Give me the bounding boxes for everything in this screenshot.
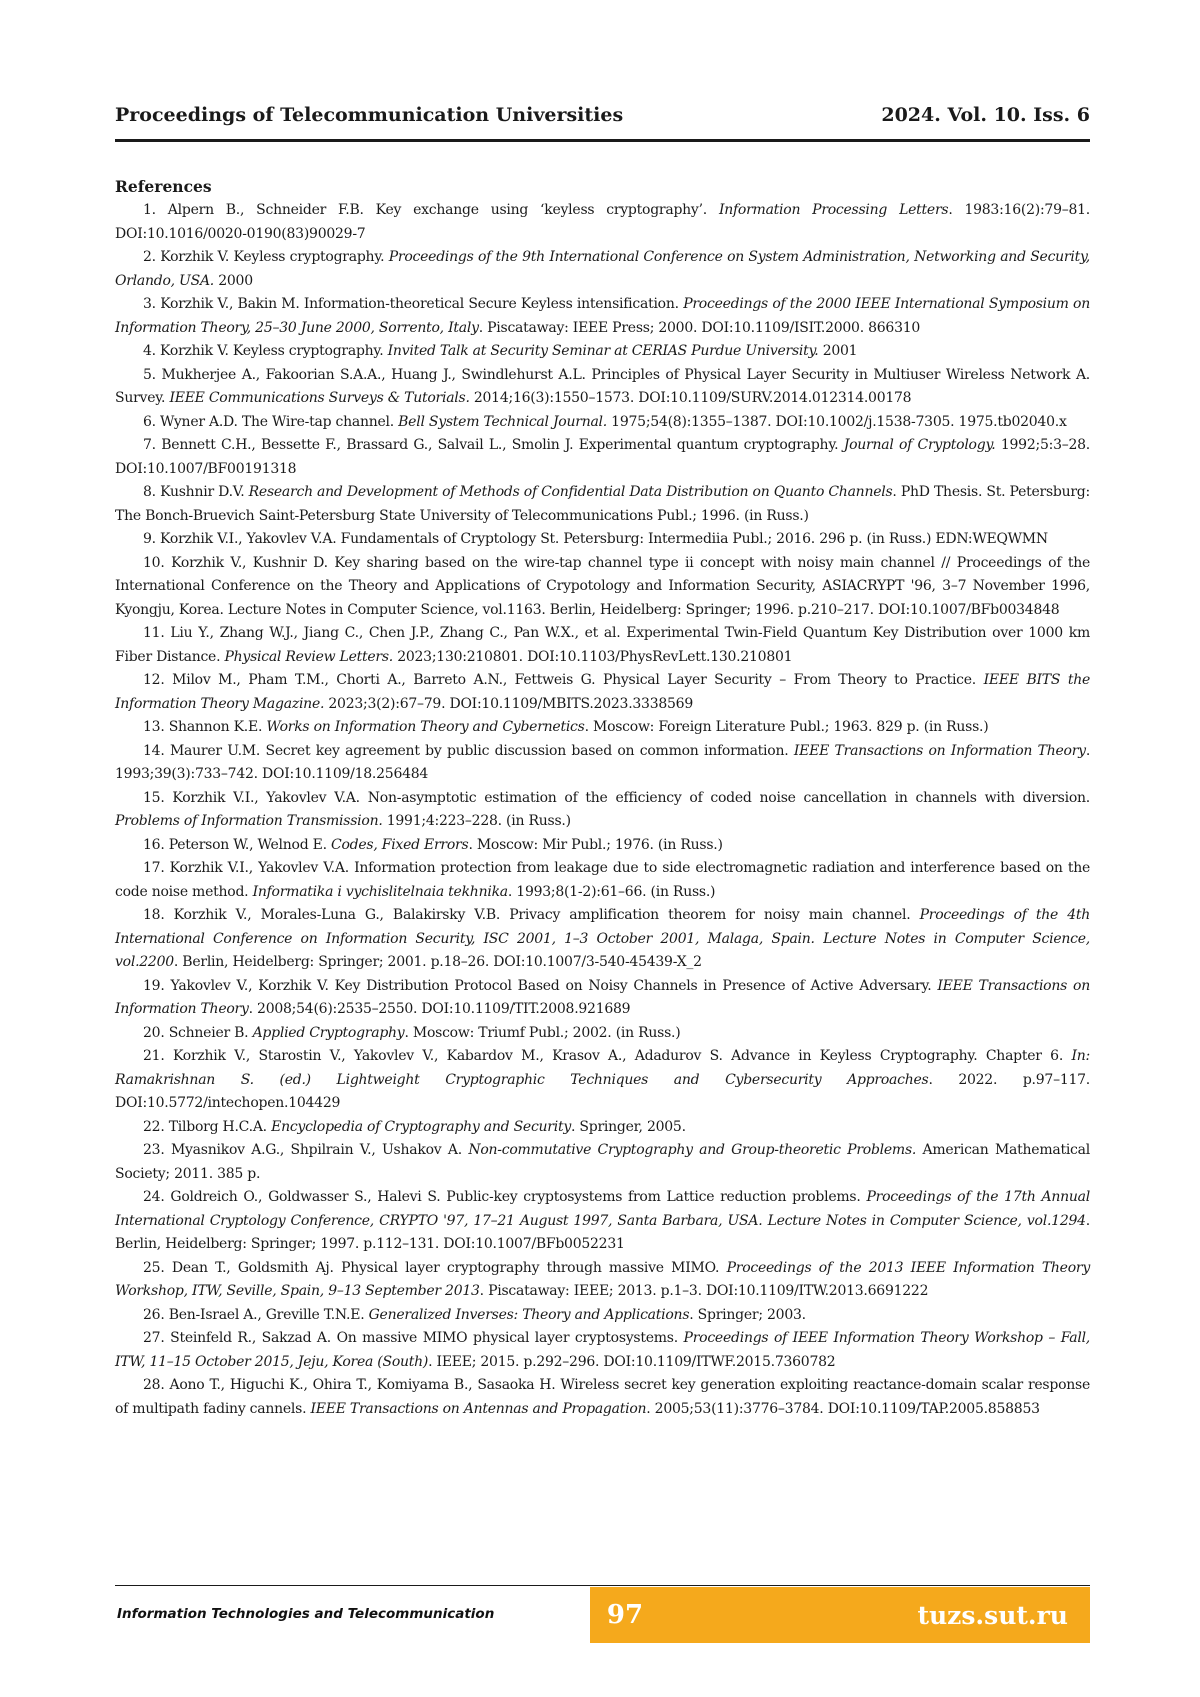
reference-text: 10. Korzhik V., Kushnir D. Key sharing based on the wire-tap channel type ii concept with noisy main channel // Proceedings of the International Conference on the Theory and Applications of Crypotology and Information Security, ASIACRYPT '96, 3–7 November 1996, Kyongju, Korea. Lecture Notes in Computer Science, vol.1163. Berlin, Heidelberg: Springer; 1996. p.210–217. DOI:10.1007/BFb0034848 (115, 555, 1090, 618)
reference-details: . Piscataway: IEEE; 2013. p.1–3. DOI:10.1109/ITW.2013.6691222 (480, 1283, 929, 1299)
reference-item (115, 622, 1090, 669)
reference-details: 2001 (819, 343, 858, 359)
reference-text: 8. Kushnir D.V. (143, 484, 249, 500)
reference-source: Proceedings of the 17th Annual International Cryptology Conference, CRYPTO '97, 17–21 August 1997, Santa Barbara, USA. Lecture Notes in Computer Science, vol.1294 (115, 1189, 1090, 1229)
reference-text: 14. Maurer U.M. Secret key agreement by public discussion based on common information. (143, 743, 794, 759)
reference-details: . 1993;8(1-2):61–66. (in Russ.) (508, 884, 715, 900)
site-link[interactable]: tuzs.sut.ru (917, 1601, 1068, 1630)
reference-text: 24. Goldreich O., Goldwasser S., Halevi S. Public-key cryptosystems from Lattice reduction problems. (143, 1189, 866, 1205)
reference-source: Applied Cryptography (253, 1025, 405, 1041)
reference-source: Bell System Technical Journal. (398, 414, 607, 430)
reference-details: . 2005;53(11):3776–3784. DOI:10.1109/TAP.2005.858853 (646, 1401, 1039, 1417)
reference-details: . Moscow: Foreign Literature Publ.; 1963. 829 p. (in Russ.) (585, 719, 989, 735)
reference-text: 20. Schneier B. (143, 1025, 253, 1041)
reference-text: 1. Alpern B., Schneider F.B. Key exchange using ‘keyless cryptography’. (143, 202, 719, 218)
reference-source: Codes, Fixed Errors (331, 837, 468, 853)
reference-text: 27. Steinfeld R., Sakzad A. On massive MIMO physical layer cryptosystems. (143, 1330, 684, 1346)
reference-item (115, 1304, 1090, 1328)
reference-source: Physical Review Letters. (224, 649, 393, 665)
footer-journal-name: Information Technologies and Telecommunication (117, 1606, 494, 1622)
reference-source: Generalized Inverses: Theory and Applications (369, 1307, 690, 1323)
document-page (0, 0, 1200, 1697)
reference-source: Information Processing Letters (719, 202, 948, 218)
reference-details: . Piscataway: IEEE Press; 2000. DOI:10.1109/ISIT.2000. 866310 (479, 320, 920, 336)
reference-text: 4. Korzhik V. Keyless cryptography. (143, 343, 388, 359)
reference-source: Non-commutative Cryptography and Group-theoretic Problems. (468, 1142, 916, 1158)
issue-info: 2024. Vol. 10. Iss. 6 (881, 104, 1090, 126)
reference-item (115, 716, 1090, 740)
journal-title: Proceedings of Telecommunication Universities (115, 104, 623, 126)
page-number: 97 (590, 1600, 660, 1630)
reference-item (115, 364, 1090, 411)
reference-item (115, 857, 1090, 904)
references-section (115, 175, 1090, 1421)
reference-text: 9. Korzhik V.I., Yakovlev V.A. Fundamentals of Cryptology St. Petersburg: Intermediia Publ.; 2016. 296 p. (in Russ.) EDN:WEQWMN (143, 531, 1048, 547)
reference-text: 15. Korzhik V.I., Yakovlev V.A. Non-asymptotic estimation of the efficiency of coded noise cancellation in channels with diversion. (143, 790, 1090, 806)
reference-text: 18. Korzhik V., Morales-Luna G., Balakirsky V.B. Privacy amplification theorem for noisy main channel. (143, 907, 920, 923)
reference-source: Proceedings of the 2013 IEEE Information Theory Workshop, ITW, Seville, Spain, 9–13 September 2013 (115, 1260, 1090, 1300)
reference-source: IEEE Transactions on Information Theory (794, 743, 1086, 759)
reference-text: 16. Peterson W., Welnod E. (143, 837, 331, 853)
reference-source: Proceedings of IEEE Information Theory Workshop – Fall, ITW, 11–15 October 2015, Jeju, Korea (South) (115, 1330, 1090, 1370)
reference-text: 28. Aono T., Higuchi K., Ohira T., Komiyama B., Sasaoka H. Wireless secret key generation exploiting reactance-domain scalar response of multipath fadiny cannels. (115, 1377, 1090, 1417)
reference-item (115, 1022, 1090, 1046)
reference-item (115, 1327, 1090, 1374)
reference-item (115, 1139, 1090, 1186)
reference-text: 6. Wyner A.D. The Wire-tap channel. (143, 414, 398, 430)
reference-item (115, 1186, 1090, 1257)
reference-item (115, 481, 1090, 528)
footer-band (590, 1587, 1090, 1643)
reference-details: 1991;4:223–228. (in Russ.) (383, 813, 571, 829)
reference-text: 17. Korzhik V.I., Yakovlev V.A. Information protection from leakage due to side electromagnetic radiation and interference based on the code noise method. (115, 860, 1090, 900)
reference-details: 2014;16(3):1550–1573. DOI:10.1109/SURV.2014.012314.00178 (470, 390, 912, 406)
reference-item (115, 1116, 1090, 1140)
reference-text: 11. Liu Y., Zhang W.J., Jiang C., Chen J.P., Zhang C., Pan W.X., et al. Experimental Twin-Field Quantum Key Distribution over 1000 km Fiber Distance. (115, 625, 1090, 665)
reference-details: 1992;5:3–28. DOI:10.1007/BF00191318 (115, 437, 1090, 477)
reference-details: . IEEE; 2015. p.292–296. DOI:10.1109/ITWF.2015.7360782 (428, 1354, 835, 1370)
reference-source: IEEE Transactions on Antennas and Propagation (311, 1401, 647, 1417)
reference-item (115, 411, 1090, 435)
reference-source: Proceedings of the 9th International Conference on System Administration, Networking and Security, Orlando, USA. (115, 249, 1090, 289)
reference-details: 2000 (214, 273, 253, 289)
references-heading: References (115, 175, 1090, 199)
reference-text: 5. Mukherjee A., Fakoorian S.A.A., Huang J., Swindlehurst A.L. Principles of Physical Layer Security in Multiuser Wireless Network A. Survey. (115, 367, 1090, 407)
reference-item (115, 552, 1090, 623)
reference-details: 1975;54(8):1355–1387. DOI:10.1002/j.1538-7305. 1975.tb02040.x (607, 414, 1067, 430)
reference-text: 25. Dean T., Goldsmith Aj. Physical layer cryptography through massive MIMO. (143, 1260, 727, 1276)
reference-text: 19. Yakovlev V., Korzhik V. Key Distribution Protocol Based on Noisy Channels in Presence of Active Adversary. (143, 978, 937, 994)
reference-item (115, 975, 1090, 1022)
reference-item (115, 246, 1090, 293)
reference-text: 2. Korzhik V. Keyless cryptography. (143, 249, 389, 265)
reference-details: . Springer; 2003. (689, 1307, 806, 1323)
reference-item (115, 904, 1090, 975)
reference-details: . Berlin, Heidelberg: Springer; 2001. p.18–26. DOI:10.1007/3-540-45439-X_2 (174, 954, 702, 970)
reference-details: . PhD Thesis. St. Petersburg: The Bonch-Bruevich Saint-Petersburg State University of Telecommunications Publ.; 1996. (in Russ.) (115, 484, 1090, 524)
reference-source: Research and Development of Methods of Confidential Data Distribution on Quanto Channels (249, 484, 893, 500)
reference-details: . 2008;54(6):2535–2550. DOI:10.1109/TIT.2008.921689 (249, 1001, 631, 1017)
reference-item (115, 1374, 1090, 1421)
reference-details: . Berlin, Heidelberg: Springer; 1997. p.112–131. DOI:10.1007/BFb0052231 (115, 1213, 1090, 1253)
reference-details: . Moscow: Triumf Publ.; 2002. (in Russ.) (404, 1025, 680, 1041)
reference-source: Journal of Cryptology. (844, 437, 996, 453)
reference-source: Invited Talk at Security Seminar at CERIAS Purdue University. (388, 343, 819, 359)
reference-text: 12. Milov M., Pham T.M., Chorti A., Barreto A.N., Fettweis G. Physical Layer Security – From Theory to Practice. (143, 672, 984, 688)
header-divider (115, 139, 1090, 142)
reference-source: Proceedings of the 4th International Conference on Information Security, ISC 2001, 1–3 October 2001, Malaga, Spain. Lecture Notes in Computer Science, vol.2200 (115, 907, 1090, 970)
reference-source: Informatika i vychislitelnaia tekhnika (253, 884, 508, 900)
reference-text: 13. Shannon K.E. (143, 719, 266, 735)
reference-item (115, 1257, 1090, 1304)
reference-text: 23. Myasnikov A.G., Shpilrain V., Ushakov A. (143, 1142, 468, 1158)
reference-text: 7. Bennett C.H., Bessette F., Brassard G., Salvail L., Smolin J. Experimental quantum cryptography. (143, 437, 844, 453)
reference-item (115, 293, 1090, 340)
footer-divider (115, 1585, 1090, 1586)
reference-details: . Springer, 2005. (571, 1119, 686, 1135)
reference-details: . 2022. p.97–117. DOI:10.5772/intechopen.104429 (115, 1072, 1090, 1112)
reference-details: . 1983:16(2):79–81. DOI:10.1016/0020-0190(83)90029-7 (115, 202, 1090, 242)
reference-details: . 1993;39(3):733–742. DOI:10.1109/18.256484 (115, 743, 1090, 783)
reference-item (115, 669, 1090, 716)
reference-item (115, 199, 1090, 246)
reference-source: In: Ramakrishnan S. (ed.) Lightweight Cryptographic Techniques and Cybersecurity Approaches (115, 1048, 1090, 1088)
reference-source: Works on Information Theory and Cybernetics (266, 719, 584, 735)
reference-item (115, 740, 1090, 787)
references-list (115, 199, 1090, 1421)
page-header (115, 104, 1090, 126)
reference-source: IEEE Communications Surveys & Tutorials. (169, 390, 469, 406)
reference-source: IEEE BITS the Information Theory Magazine. (115, 672, 1090, 712)
reference-item (115, 528, 1090, 552)
reference-item (115, 787, 1090, 834)
reference-source: Problems of Information Transmission. (115, 813, 383, 829)
reference-item (115, 434, 1090, 481)
reference-item (115, 1045, 1090, 1116)
reference-text: 3. Korzhik V., Bakin M. Information-theoretical Secure Keyless intensification. (143, 296, 683, 312)
reference-details: American Mathematical Society; 2011. 385 p. (115, 1142, 1090, 1182)
reference-details: . Moscow: Mir Publ.; 1976. (in Russ.) (468, 837, 722, 853)
reference-item (115, 340, 1090, 364)
reference-text: 22. Tilborg H.C.A. (143, 1119, 271, 1135)
reference-text: 21. Korzhik V., Starostin V., Yakovlev V., Kabardov M., Krasov A., Adadurov S. Advance in Keyless Cryptography. Chapter 6. (143, 1048, 1071, 1064)
reference-source: IEEE Transactions on Information Theory (115, 978, 1090, 1018)
reference-details: 2023;130:210801. DOI:10.1103/PhysRevLett.130.210801 (393, 649, 792, 665)
reference-source: Proceedings of the 2000 IEEE International Symposium on Information Theory, 25–30 June 2000, Sorrento, Italy (115, 296, 1090, 336)
reference-source: Encyclopedia of Cryptography and Security (271, 1119, 571, 1135)
reference-details: 2023;3(2):67–79. DOI:10.1109/MBITS.2023.3338569 (324, 696, 693, 712)
reference-item (115, 834, 1090, 858)
reference-text: 26. Ben-Israel A., Greville T.N.E. (143, 1307, 369, 1323)
